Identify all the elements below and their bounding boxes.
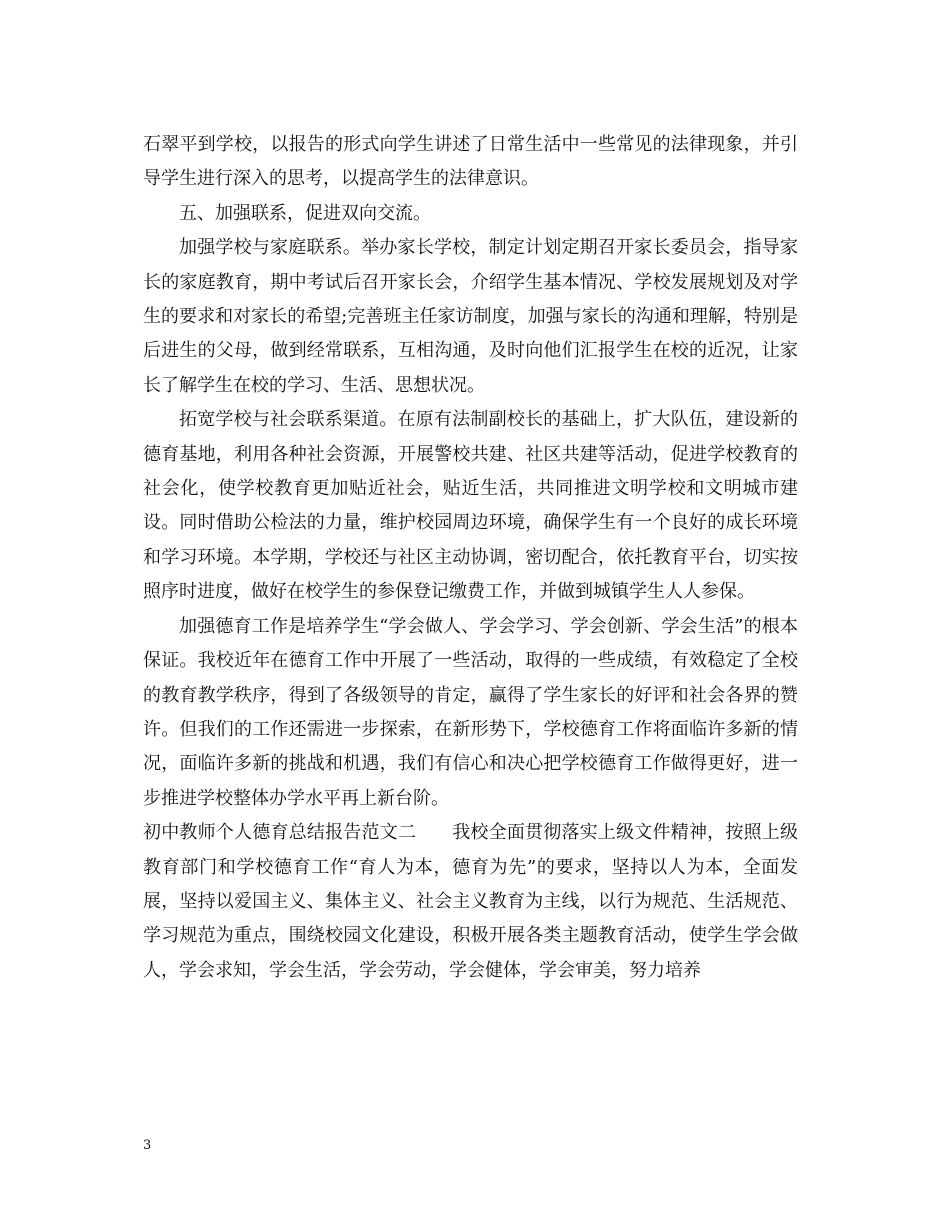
- section-two: [143, 816, 798, 988]
- page-number: 3: [143, 1138, 152, 1153]
- document-body: [143, 128, 798, 988]
- paragraph-moral-education-conclusion: 加强德育工作是培养学生“学会做人、学会学习、学会创新、学会生活”的根本保证。我校近年在德育工作中开展了一些活动，取得的一些成绩，有效稳定了全校的教育教学秩序，得到了各级领导的肯定，赢得了学生家长的好评和社会各界的赞许。但我们的工作还需进一步探索，在新形势下，学校德育工作将面临许多新的情况，面临许多新的挑战和机遇，我们有信心和决心把学校德育工作做得更好，进一步推进学校整体办学水平再上新台阶。: [143, 615, 798, 809]
- section-body: 我校全面贯彻落实上级文件精神，按照上级教育部门和学校德育工作“育人为本，德育为先”的要求，坚持以人为本，全面发展，坚持以爱国主义、集体主义、社会主义教育为主线，以行为规范、生活规范、学习规范为重点，围绕校园文化建设，积极开展各类主题教育活动，使学生学会做人，学会求知，学会生活，学会劳动，学会健体，学会审美，努力培养: [143, 822, 799, 981]
- section-title: 初中教师个人德育总结报告范文二: [143, 822, 417, 844]
- paragraph-school-society-contact: 拓宽学校与社会联系渠道。在原有法制副校长的基础上，扩大队伍，建设新的德育基地，利用各种社会资源，开展警校共建、社区共建等活动，促进学校教育的社会化，使学校教育更加贴近社会，贴近生活，共同推进文明学校和文明城市建设。同时借助公检法的力量，维护校园周边环境，确保学生有一个良好的成长环境和学习环境。本学期，学校还与社区主动协调，密切配合，依托教育平台，切实按照序时进度，做好在校学生的参保登记缴费工作，并做到城镇学生人人参保。: [143, 409, 798, 603]
- paragraph-home-school-contact: 加强学校与家庭联系。举办家长学校，制定计划定期召开家长委员会，指导家长的家庭教育，期中考试后召开家长会，介绍学生基本情况、学校发展规划及对学生的要求和对家长的希望;完善班主任家访制度，加强与家长的沟通和理解，特别是后进生的父母，做到经常联系，互相沟通，及时向他们汇报学生在校的近况，让家长了解学生在校的学习、生活、思想状况。: [143, 237, 798, 396]
- heading-strengthen-contact: 五、加强联系，促进双向交流。: [179, 202, 431, 224]
- paragraph-legal-talk: 石翠平到学校，以报告的形式向学生讲述了日常生活中一些常见的法律现象，并引导学生进行深入的思考，以提高学生的法律意识。: [143, 134, 798, 190]
